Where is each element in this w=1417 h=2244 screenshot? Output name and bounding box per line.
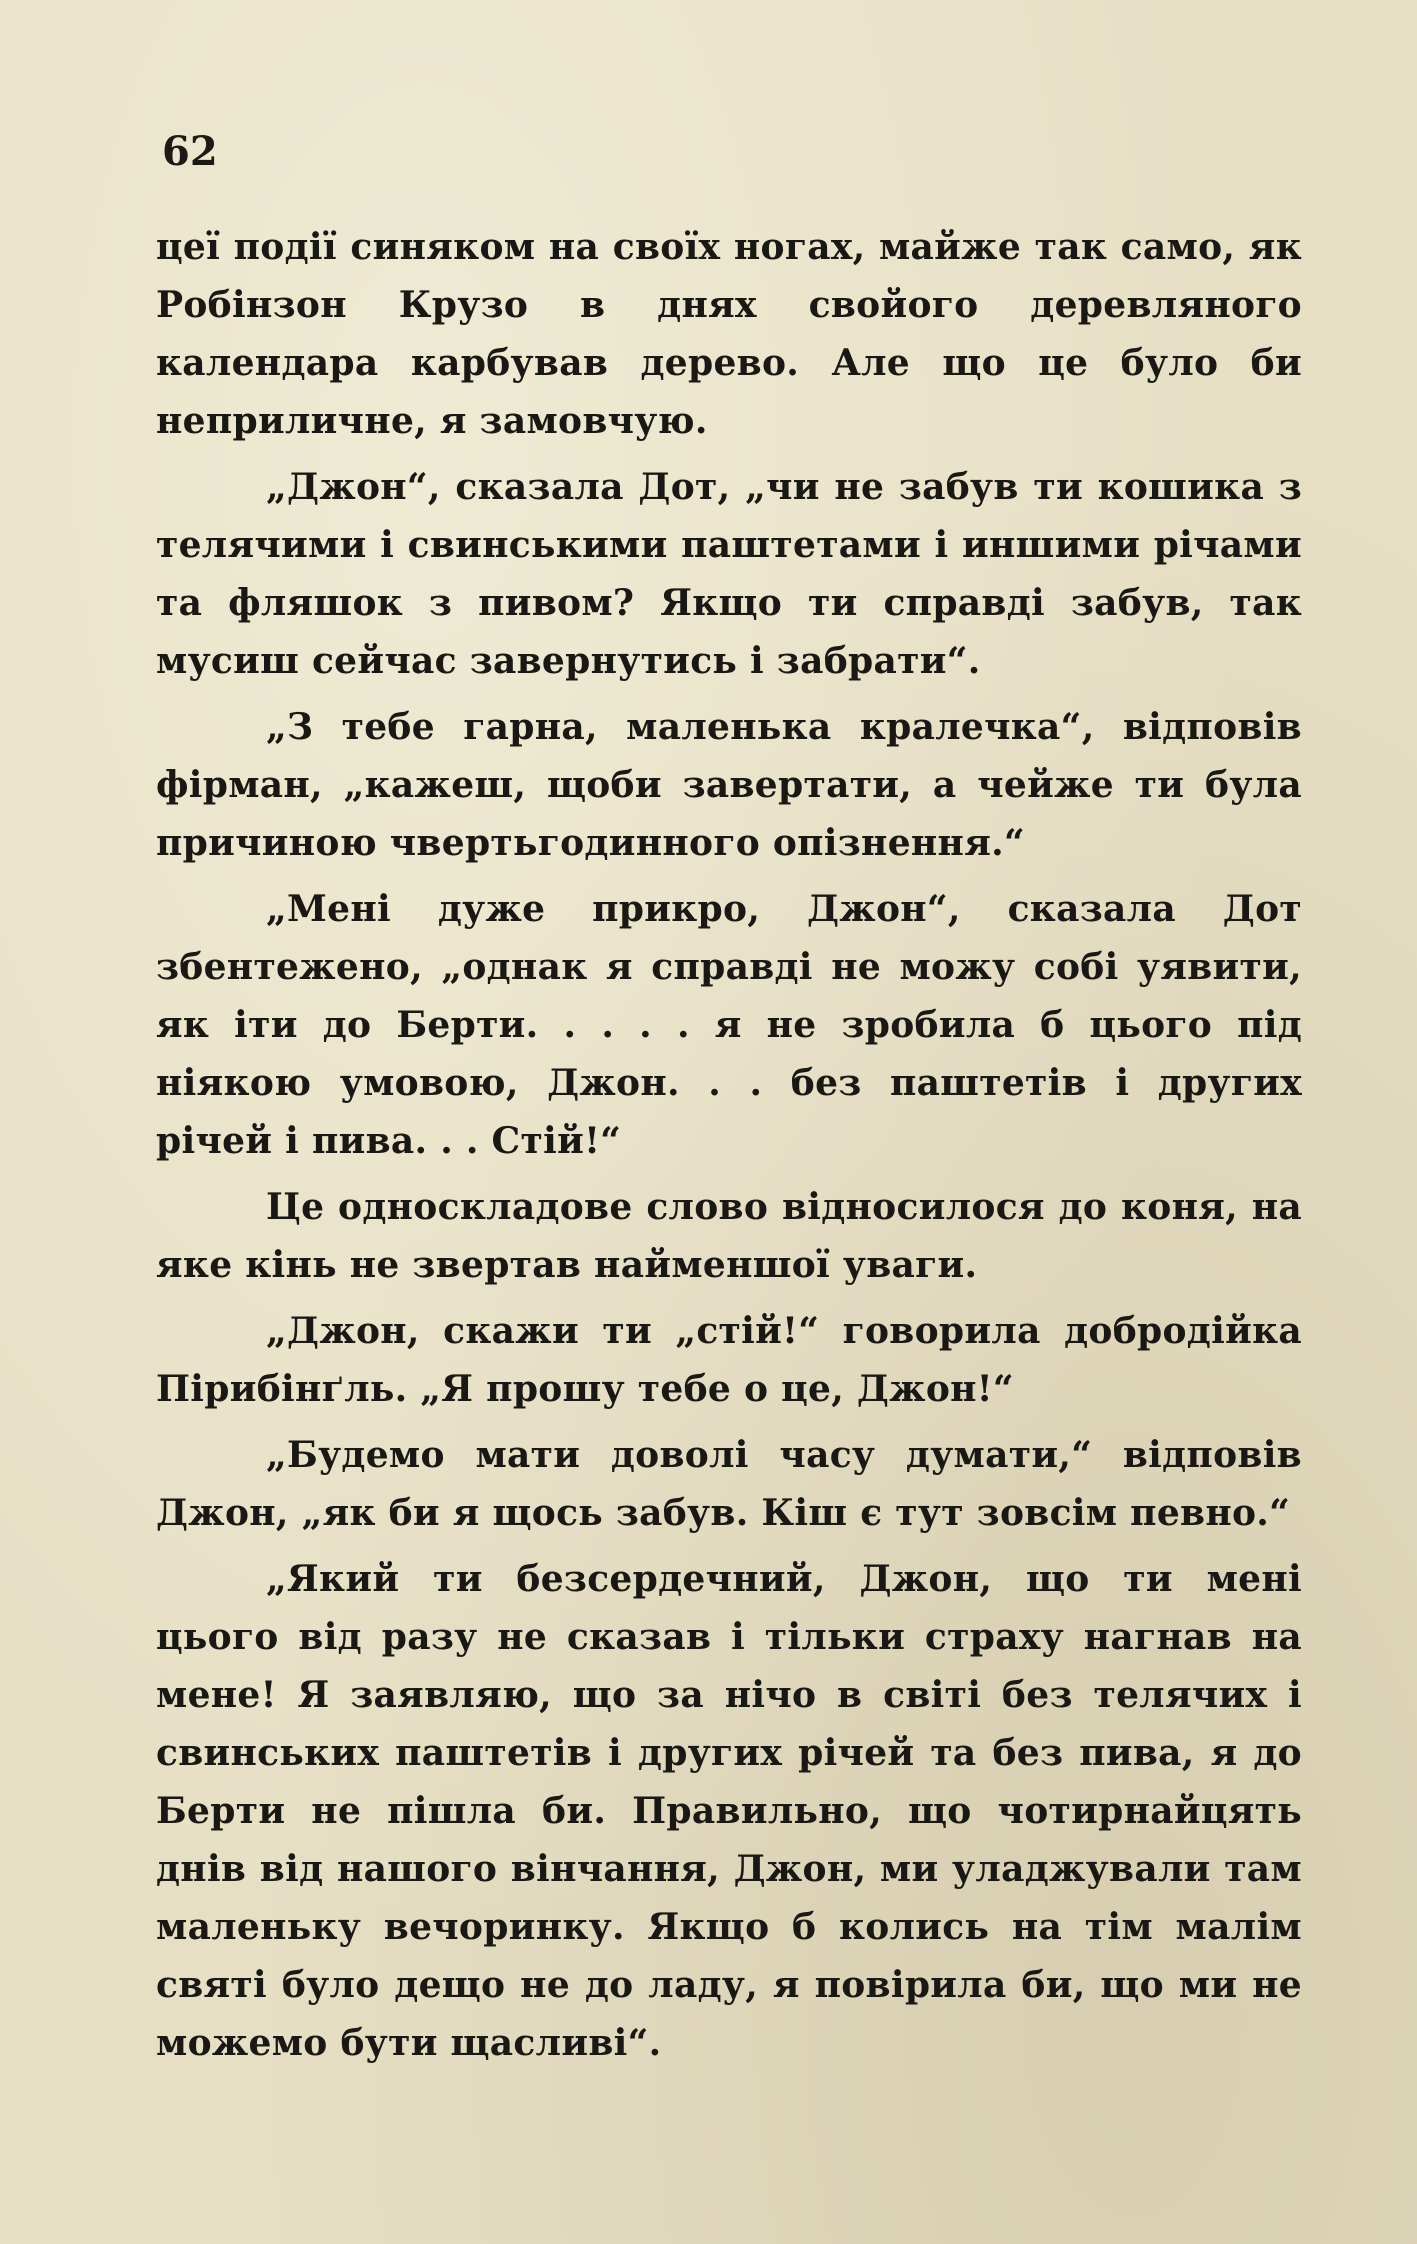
paragraph: „Джон, скажи ти „стій!“ говорила добродійка Пірибінґль. „Я прошу тебе о це, Джон!“ <box>156 1310 1302 1410</box>
paragraph: „З тебе гарна, маленька кралечка“, відповів фірман, „кажеш, щоби завертати, а чейже ти була причиною чвертьгодинного опізнення.“ <box>156 706 1302 864</box>
paragraph: „Джон“, сказала Дот, „чи не забув ти кошика з телячими і свинськими паштетами і иншими річами та фляшок з пивом? Якщо ти справді забув, так мусиш сейчас завернутись і забрати“. <box>156 466 1302 682</box>
paragraph: „Будемо мати доволі часу думати,“ відповів Джон, „як би я щось забув. Кіш є тут зовсім певно.“ <box>156 1434 1302 1534</box>
paragraph: цеї події синяком на своїх ногах, майже так само, як Робінзон Крузо в днях свойого деревляного календара карбував дерево. Але що це було би неприличне, я замовчую. <box>156 226 1302 442</box>
paragraph: Це односкладове слово відносилося до коня, на яке кінь не звертав найменшої уваги. <box>156 1186 1302 1286</box>
page-number: 62 <box>162 128 218 175</box>
paragraph: „Мені дуже прикро, Джон“, сказала Дот збентежено, „однак я справді не можу собі уявити, як іти до Берти. . . . . я не зробила б цього під ніякою умовою, Джон. . . без паштетів і других річей і пива. . . Стій!“ <box>156 888 1302 1162</box>
body-text <box>156 218 1302 2080</box>
paragraph: „Який ти безсердечний, Джон, що ти мені цього від разу не сказав і тільки страху нагнав на мене! Я заявляю, що за нічо в світі без телячих і свинських паштетів і других річей та без пива, я до Берти не пішла би. Правильно, що чотирнайцять днів від нашого вінчання, Джон, ми уладжували там маленьку вечоринку. Якщо б колись на тім малім святі було дещо не до ладу, я повірила би, що ми не можемо бути щасливі“. <box>156 1558 1302 2064</box>
